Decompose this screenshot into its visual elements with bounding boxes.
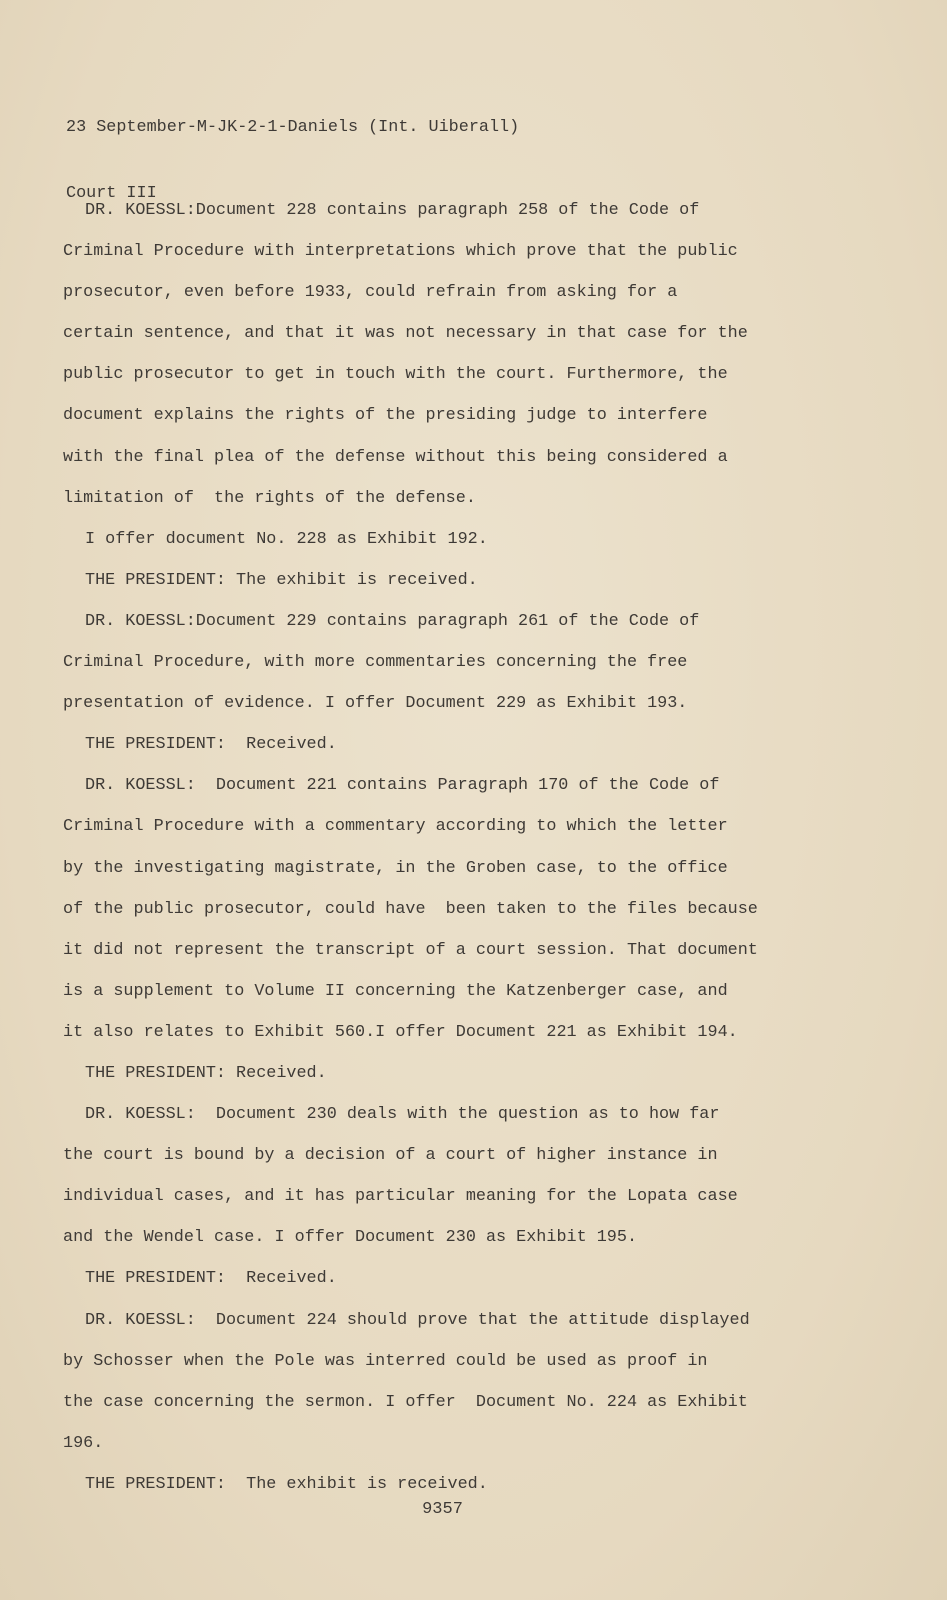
transcript-line: 196. <box>63 1433 104 1453</box>
transcript-line: certain sentence, and that it was not necessary in that case for the <box>63 324 748 344</box>
transcript-line: DR. KOESSL:Document 228 contains paragraph 258 of the Code of <box>85 201 700 220</box>
transcript-line: and the Wendel case. I offer Document 230 as Exhibit 195. <box>63 1228 638 1248</box>
transcript-line: by Schosser when the Pole was interred could be used as proof in <box>63 1351 708 1371</box>
transcript-line: DR. KOESSL: Document 221 contains Paragraph 170 of the Code of <box>85 776 720 796</box>
transcript-line: DR. KOESSL: Document 224 should prove that the attitude displayed <box>85 1310 750 1330</box>
transcript-line: with the final plea of the defense without this being considered a <box>63 447 728 467</box>
transcript-line: individual cases, and it has particular meaning for the Lopata case <box>63 1187 738 1207</box>
transcript-line: THE PRESIDENT: Received. <box>85 1063 327 1083</box>
transcript-line: THE PRESIDENT: Received. <box>85 735 337 755</box>
transcript-line: THE PRESIDENT: Received. <box>85 1269 337 1289</box>
transcript-line: is a supplement to Volume II concerning the Katzenberger case, and <box>63 981 728 1001</box>
transcript-line: DR. KOESSL: Document 230 deals with the question as to how far <box>85 1105 720 1125</box>
transcript-line: Criminal Procedure, with more commentaries concerning the free <box>63 653 688 673</box>
transcript-line: presentation of evidence. I offer Document 229 as Exhibit 193. <box>63 694 688 714</box>
transcript-line: of the public prosecutor, could have been taken to the files because <box>63 899 758 919</box>
transcript-line: prosecutor, even before 1933, could refrain from asking for a <box>63 283 678 303</box>
transcript-line: Criminal Procedure with a commentary according to which the letter <box>63 817 728 837</box>
transcript-line: document explains the rights of the presiding judge to interfere <box>63 406 708 426</box>
transcript-line: Criminal Procedure with interpretations which prove that the public <box>63 242 738 262</box>
transcript-line: THE PRESIDENT: The exhibit is received. <box>85 570 478 590</box>
header-session-line: 23 September-M-JK-2-1-Daniels (Int. Uiberall) <box>66 118 520 137</box>
transcript-line: THE PRESIDENT: The exhibit is received. <box>85 1474 488 1494</box>
transcript-line: it also relates to Exhibit 560.I offer Document 221 as Exhibit 194. <box>63 1022 738 1042</box>
transcript-line: public prosecutor to get in touch with the court. Furthermore, the <box>63 365 728 385</box>
transcript-line: by the investigating magistrate, in the Groben case, to the office <box>63 858 728 878</box>
transcript-line: I offer document No. 228 as Exhibit 192. <box>85 529 488 549</box>
transcript-line: DR. KOESSL:Document 229 contains paragraph 261 of the Code of <box>85 611 700 631</box>
transcript-body <box>63 190 758 1505</box>
header-court-line: Court III <box>66 184 157 203</box>
transcript-line: the court is bound by a decision of a court of higher instance in <box>63 1146 718 1166</box>
transcript-line: the case concerning the sermon. I offer Document No. 224 as Exhibit <box>63 1392 748 1412</box>
transcript-line: limitation of the rights of the defense. <box>63 488 476 508</box>
page-number: 9357 <box>422 1500 463 1519</box>
transcript-line: it did not represent the transcript of a court session. That document <box>63 940 758 960</box>
